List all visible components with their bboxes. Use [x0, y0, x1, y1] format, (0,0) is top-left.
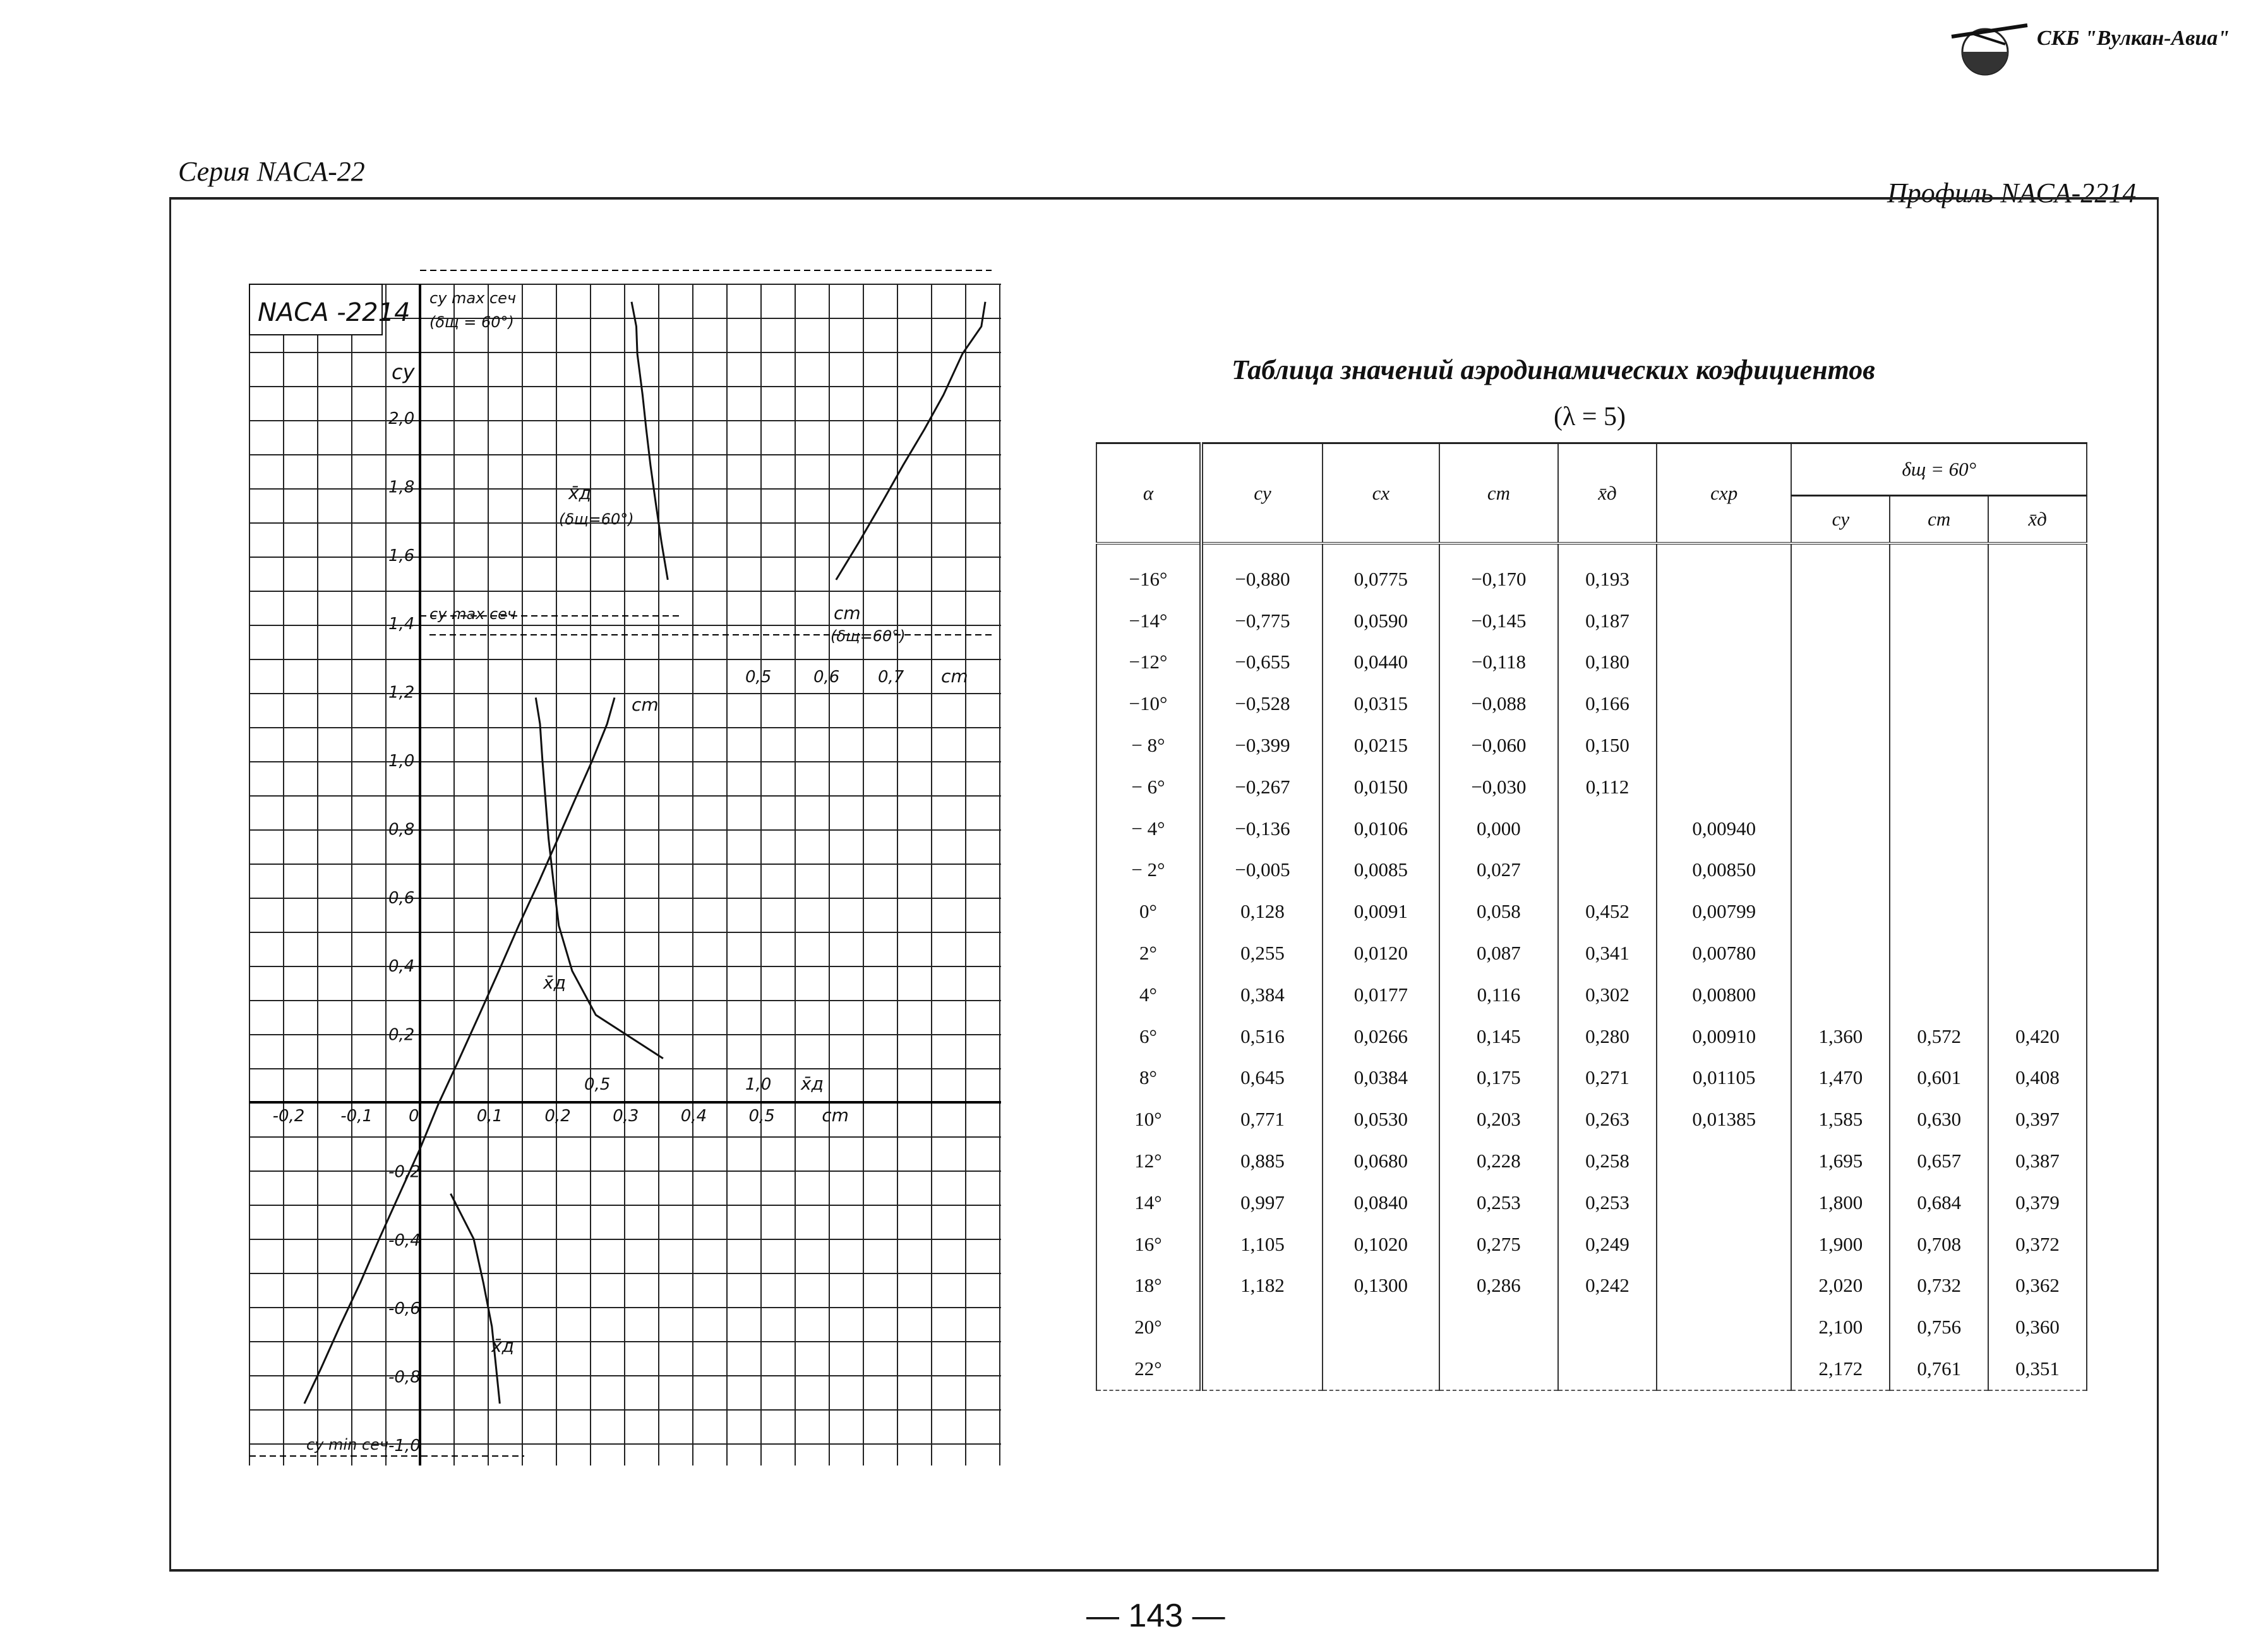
- table-cell: 2,100: [1791, 1306, 1890, 1348]
- xd-tick-label: 0,5: [584, 1075, 611, 1094]
- table-cell: 0,516: [1201, 1016, 1323, 1057]
- table-cell: [1988, 932, 2087, 974]
- table-cell: 1,182: [1201, 1265, 1323, 1307]
- table-cell: [1791, 725, 1890, 766]
- table-row: [1096, 1348, 2087, 1390]
- chart-labels: [249, 270, 992, 1456]
- table-cell: [1988, 974, 2087, 1016]
- table-cell: 0,684: [1890, 1182, 1988, 1224]
- table-cell: [1890, 642, 1988, 683]
- table-cell: [1890, 808, 1988, 850]
- flap-cm-tick-label: 0,7: [878, 668, 904, 687]
- table-cell: 0,0106: [1323, 808, 1439, 850]
- table-cell: 0,0085: [1323, 850, 1439, 891]
- cy-tick-label: -0,8: [388, 1368, 421, 1387]
- xd-curve: [536, 697, 663, 1058]
- flap-cm-tick-label: 0,6: [813, 668, 840, 687]
- table-row: [1096, 725, 2087, 766]
- table-cell: 0,302: [1558, 974, 1657, 1016]
- table-cell: [1988, 543, 2087, 600]
- cm-curve: [304, 697, 615, 1404]
- table-row: [1096, 600, 2087, 642]
- table-cell: 0,187: [1558, 600, 1657, 642]
- header-flap-xd: x̄д: [1988, 496, 2087, 544]
- table-cell: 0,387: [1988, 1140, 2087, 1182]
- table-cell: [1988, 683, 2087, 725]
- cm-tick-label: -0,1: [340, 1107, 373, 1126]
- table-cell: 1,105: [1201, 1224, 1323, 1265]
- annotation-cm-flap: cm: [834, 603, 861, 623]
- table-cell: [1988, 808, 2087, 850]
- annotation-cm-flap-sub: (δщ=60°): [831, 627, 906, 645]
- xd-flap-curve: [632, 302, 668, 580]
- table-row: [1096, 766, 2087, 808]
- table-cell: [1791, 642, 1890, 683]
- table-cell: −0,267: [1201, 766, 1323, 808]
- table-cell: −16°: [1096, 543, 1201, 600]
- table-cell: 0,00910: [1657, 1016, 1792, 1057]
- table-cell: 0,193: [1558, 543, 1657, 600]
- table-cell: 0,360: [1988, 1306, 2087, 1348]
- table-cell: 0,286: [1439, 1265, 1558, 1307]
- table-row: [1096, 1016, 2087, 1057]
- cm-axis-label: cm: [822, 1105, 849, 1126]
- table-cell: [1988, 850, 2087, 891]
- table-cell: 0,645: [1201, 1057, 1323, 1099]
- table-cell: 0,145: [1439, 1016, 1558, 1057]
- annotation-cymin: cy min сеч: [306, 1436, 389, 1453]
- table-cell: 1,695: [1791, 1140, 1890, 1182]
- table-cell: 0,00940: [1657, 808, 1792, 850]
- table-row: [1096, 932, 2087, 974]
- page-number: — 143 —: [1086, 1598, 1225, 1634]
- table-cell: [1890, 600, 1988, 642]
- cy-tick-label: 1,4: [388, 615, 415, 634]
- table-cell: −14°: [1096, 600, 1201, 642]
- table-cell: − 4°: [1096, 808, 1201, 850]
- table-row: [1096, 1140, 2087, 1182]
- table-cell: 0,271: [1558, 1057, 1657, 1099]
- table-cell: 0,0120: [1323, 932, 1439, 974]
- table-cell: 0,00799: [1657, 891, 1792, 932]
- table-cell: −0,399: [1201, 725, 1323, 766]
- cy-tick-label: -1,0: [388, 1436, 421, 1455]
- table-cell: 0,756: [1890, 1306, 1988, 1348]
- cy-tick-label: 2,0: [388, 409, 415, 428]
- table-cell: −10°: [1096, 683, 1201, 725]
- table-cell: 18°: [1096, 1265, 1201, 1307]
- table-cell: −0,060: [1439, 725, 1558, 766]
- table-cell: [1890, 932, 1988, 974]
- table-body: [1096, 543, 2087, 1390]
- table-cell: [1988, 642, 2087, 683]
- table-cell: 0,00800: [1657, 974, 1792, 1016]
- cm-flap-curve: [836, 302, 985, 580]
- cm-tick-label: 0,1: [476, 1107, 503, 1126]
- table-row: [1096, 850, 2087, 891]
- table-cell: 0,000: [1439, 808, 1558, 850]
- table-cell: [1791, 932, 1890, 974]
- annotation-cymax-flap-sub: (δщ = 60°): [429, 313, 514, 331]
- header-cm: cm: [1439, 443, 1558, 544]
- table-cell: [1657, 1182, 1792, 1224]
- table-cell: 1,470: [1791, 1057, 1890, 1099]
- table-cell: [1558, 1348, 1657, 1390]
- cy-tick-label: 0,8: [388, 820, 415, 840]
- table-cell: −0,775: [1201, 600, 1323, 642]
- flap-cm-tick-label: 0,5: [745, 668, 772, 687]
- table-cell: −0,005: [1201, 850, 1323, 891]
- table-row: [1096, 1182, 2087, 1224]
- table-cell: 4°: [1096, 974, 1201, 1016]
- table-row: [1096, 642, 2087, 683]
- table-cell: [1201, 1306, 1323, 1348]
- annotation-xd: x̄д: [543, 972, 566, 993]
- table-cell: [1890, 725, 1988, 766]
- table-cell: 0,384: [1201, 974, 1323, 1016]
- table-cell: [1791, 766, 1890, 808]
- table-cell: 0,253: [1439, 1182, 1558, 1224]
- table-cell: [1791, 891, 1890, 932]
- table-cell: 0,0384: [1323, 1057, 1439, 1099]
- coefficients-table: [1096, 442, 2087, 1391]
- logo-icon: [1948, 13, 2031, 76]
- cy-tick-label: 1,0: [388, 752, 415, 771]
- header-xd: x̄д: [1558, 443, 1657, 544]
- table-cell: −0,030: [1439, 766, 1558, 808]
- table-cell: 1,900: [1791, 1224, 1890, 1265]
- table-cell: [1988, 725, 2087, 766]
- table-cell: 10°: [1096, 1098, 1201, 1140]
- table-cell: [1890, 683, 1988, 725]
- table-row: [1096, 543, 2087, 600]
- flap-cm-axis-label: cm: [941, 666, 968, 687]
- table-cell: 0,0775: [1323, 543, 1439, 600]
- table-cell: [1791, 850, 1890, 891]
- table-cell: −0,655: [1201, 642, 1323, 683]
- table-cell: 0,0590: [1323, 600, 1439, 642]
- table-cell: [1439, 1306, 1558, 1348]
- table-cell: 0,0315: [1323, 683, 1439, 725]
- profile-title: Профиль NACA-2214: [1887, 178, 2137, 208]
- cm-tick-label: 0,5: [748, 1107, 775, 1126]
- table-cell: 0,150: [1558, 725, 1657, 766]
- table-cell: 0,0091: [1323, 891, 1439, 932]
- table-cell: [1657, 543, 1792, 600]
- header-flap: δщ = 60°: [1791, 443, 2087, 496]
- table-row: [1096, 1098, 2087, 1140]
- table-cell: [1890, 850, 1988, 891]
- table-cell: [1657, 1348, 1792, 1390]
- table-cell: 0,242: [1558, 1265, 1657, 1307]
- header-flap-cy: cy: [1791, 496, 1890, 544]
- table-cell: [1791, 683, 1890, 725]
- table-cell: [1558, 850, 1657, 891]
- table-cell: 20°: [1096, 1306, 1201, 1348]
- cy-tick-label: -0,2: [388, 1162, 421, 1182]
- table-cell: [1890, 891, 1988, 932]
- table-cell: 1,585: [1791, 1098, 1890, 1140]
- table-cell: 0,0530: [1323, 1098, 1439, 1140]
- cm-tick-label: 0: [409, 1107, 419, 1126]
- cm-tick-label: 0,3: [613, 1107, 639, 1126]
- annotation-xd-flap-sub: (δщ=60°): [559, 510, 634, 528]
- table-cell: 0,112: [1558, 766, 1657, 808]
- table-cell: 0,228: [1439, 1140, 1558, 1182]
- table-cell: 0,1020: [1323, 1224, 1439, 1265]
- cm-tick-label: -0,2: [272, 1107, 305, 1126]
- table-cell: 0,0177: [1323, 974, 1439, 1016]
- cy-tick-label: -0,6: [388, 1299, 421, 1319]
- table-cell: 0,255: [1201, 932, 1323, 974]
- table-row: [1096, 1224, 2087, 1265]
- table-cell: 0,203: [1439, 1098, 1558, 1140]
- chart-svg: [240, 253, 1036, 1484]
- table-cell: [1988, 891, 2087, 932]
- xd-neg-curve: [451, 1194, 500, 1404]
- table-cell: [1657, 725, 1792, 766]
- table-cell: 0,1300: [1323, 1265, 1439, 1307]
- table-cell: 0,771: [1201, 1098, 1323, 1140]
- table-cell: [1657, 1224, 1792, 1265]
- table-cell: [1791, 543, 1890, 600]
- annotation-cymax-flap: cy max сеч: [429, 289, 517, 307]
- table-cell: [1558, 808, 1657, 850]
- table-row: [1096, 1306, 2087, 1348]
- table-cell: 0,657: [1890, 1140, 1988, 1182]
- table-cell: −0,880: [1201, 543, 1323, 600]
- table-cell: [1558, 1306, 1657, 1348]
- table-cell: [1791, 600, 1890, 642]
- table-cell: 14°: [1096, 1182, 1201, 1224]
- table-cell: [1890, 766, 1988, 808]
- cy-tick-label: 0,2: [388, 1025, 415, 1045]
- table-cell: [1791, 808, 1890, 850]
- table-row: [1096, 808, 2087, 850]
- cm-tick-label: 0,4: [680, 1107, 707, 1126]
- xd-tick-label: 1,0: [745, 1075, 772, 1094]
- table-cell: 2,172: [1791, 1348, 1890, 1390]
- table-cell: 0,263: [1558, 1098, 1657, 1140]
- header-flap-cm: cm: [1890, 496, 1988, 544]
- table-row: [1096, 891, 2087, 932]
- table-cell: −0,145: [1439, 600, 1558, 642]
- table-cell: 0,0840: [1323, 1182, 1439, 1224]
- table-row: [1096, 974, 2087, 1016]
- table-cell: 8°: [1096, 1057, 1201, 1099]
- table-row: [1096, 683, 2087, 725]
- cy-tick-label: 1,2: [388, 683, 415, 702]
- header-alpha: α: [1096, 443, 1201, 544]
- table-cell: 0,997: [1201, 1182, 1323, 1224]
- table-cell: 0,01105: [1657, 1057, 1792, 1099]
- table-cell: 12°: [1096, 1140, 1201, 1182]
- table-cell: 0,372: [1988, 1224, 2087, 1265]
- table-cell: 16°: [1096, 1224, 1201, 1265]
- table-cell: [1201, 1348, 1323, 1390]
- table-cell: [1890, 974, 1988, 1016]
- table-cell: [1791, 974, 1890, 1016]
- table-cell: 0,0215: [1323, 725, 1439, 766]
- table-cell: [1439, 1348, 1558, 1390]
- panel-title: NACA -2214: [258, 298, 411, 327]
- table-cell: 0,275: [1439, 1224, 1558, 1265]
- table-cell: [1988, 600, 2087, 642]
- table-cell: [1890, 543, 1988, 600]
- table-cell: 2°: [1096, 932, 1201, 974]
- table-cell: [1657, 642, 1792, 683]
- table-cell: 0,420: [1988, 1016, 2087, 1057]
- table-lambda: (λ = 5): [1554, 402, 1626, 431]
- table-cell: 0,00850: [1657, 850, 1792, 891]
- header-cxp: cxp: [1657, 443, 1792, 544]
- table-cell: 0,708: [1890, 1224, 1988, 1265]
- table-cell: 0,630: [1890, 1098, 1988, 1140]
- table-cell: −0,528: [1201, 683, 1323, 725]
- table-cell: 0,00780: [1657, 932, 1792, 974]
- table-cell: 0,408: [1988, 1057, 2087, 1099]
- table-cell: 0,351: [1988, 1348, 2087, 1390]
- table-cell: −0,136: [1201, 808, 1323, 850]
- table-cell: 0,280: [1558, 1016, 1657, 1057]
- table-cell: [1657, 766, 1792, 808]
- series-title: Серия NACA-22: [178, 156, 365, 187]
- table-cell: 2,020: [1791, 1265, 1890, 1307]
- table-cell: [1657, 1140, 1792, 1182]
- table-cell: 0,087: [1439, 932, 1558, 974]
- logo-text: СКБ "Вулкан-Авиа": [2037, 27, 2230, 50]
- table-cell: − 6°: [1096, 766, 1201, 808]
- table-cell: 0,885: [1201, 1140, 1323, 1182]
- table-cell: 0,128: [1201, 891, 1323, 932]
- table-cell: 0,341: [1558, 932, 1657, 974]
- table-cell: −12°: [1096, 642, 1201, 683]
- table-cell: [1323, 1306, 1439, 1348]
- annotation-xd-neg: x̄д: [491, 1335, 514, 1356]
- annotation-cymax: cy max сеч: [429, 605, 517, 623]
- table-cell: [1657, 600, 1792, 642]
- table-cell: − 8°: [1096, 725, 1201, 766]
- cy-tick-label: 1,8: [388, 478, 415, 497]
- table-cell: 0,180: [1558, 642, 1657, 683]
- table-cell: 0,379: [1988, 1182, 2087, 1224]
- table-cell: 0,175: [1439, 1057, 1558, 1099]
- table-cell: 0,601: [1890, 1057, 1988, 1099]
- table-cell: [1988, 766, 2087, 808]
- table-cell: 0,058: [1439, 891, 1558, 932]
- table-cell: 0,0440: [1323, 642, 1439, 683]
- table-cell: 22°: [1096, 1348, 1201, 1390]
- table-cell: 0,258: [1558, 1140, 1657, 1182]
- cm-tick-label: 0,2: [544, 1107, 571, 1126]
- table-cell: 0,0266: [1323, 1016, 1439, 1057]
- table-row: [1096, 1265, 2087, 1307]
- chart-grid: [249, 284, 1001, 1465]
- table-cell: 0,572: [1890, 1016, 1988, 1057]
- table-cell: 0,253: [1558, 1182, 1657, 1224]
- table-cell: 6°: [1096, 1016, 1201, 1057]
- table-cell: [1323, 1348, 1439, 1390]
- table-cell: [1657, 1306, 1792, 1348]
- table-cell: − 2°: [1096, 850, 1201, 891]
- annotation-cm: cm: [632, 694, 659, 715]
- table-cell: 1,360: [1791, 1016, 1890, 1057]
- table-cell: [1657, 1265, 1792, 1307]
- table-cell: 0,01385: [1657, 1098, 1792, 1140]
- table-title: Таблица значений аэродинамических коэфициентов: [1232, 354, 1875, 385]
- table-cell: 0,249: [1558, 1224, 1657, 1265]
- cy-tick-label: -0,4: [388, 1231, 421, 1250]
- xd-axis-label: x̄д: [801, 1073, 824, 1094]
- table-cell: 1,800: [1791, 1182, 1890, 1224]
- table-cell: 0,0150: [1323, 766, 1439, 808]
- table-cell: −0,170: [1439, 543, 1558, 600]
- table-cell: 0°: [1096, 891, 1201, 932]
- cy-tick-label: 0,6: [388, 888, 415, 908]
- cy-tick-label: 1,6: [388, 546, 415, 565]
- table-cell: 0,452: [1558, 891, 1657, 932]
- table-cell: 0,116: [1439, 974, 1558, 1016]
- table-cell: −0,088: [1439, 683, 1558, 725]
- table-cell: 0,732: [1890, 1265, 1988, 1307]
- annotation-xd-flap: x̄д: [568, 483, 591, 503]
- cy-tick-label: 0,4: [388, 957, 415, 977]
- table-cell: 0,761: [1890, 1348, 1988, 1390]
- table-cell: 0,362: [1988, 1265, 2087, 1307]
- table-cell: 0,397: [1988, 1098, 2087, 1140]
- header-cx: cx: [1323, 443, 1439, 544]
- table-row: [1096, 1057, 2087, 1099]
- header-cy: cy: [1201, 443, 1323, 544]
- cy-axis-label: cy: [392, 360, 415, 384]
- table-cell: 0,166: [1558, 683, 1657, 725]
- table-cell: 0,027: [1439, 850, 1558, 891]
- table-cell: −0,118: [1439, 642, 1558, 683]
- table-cell: 0,0680: [1323, 1140, 1439, 1182]
- table-cell: [1657, 683, 1792, 725]
